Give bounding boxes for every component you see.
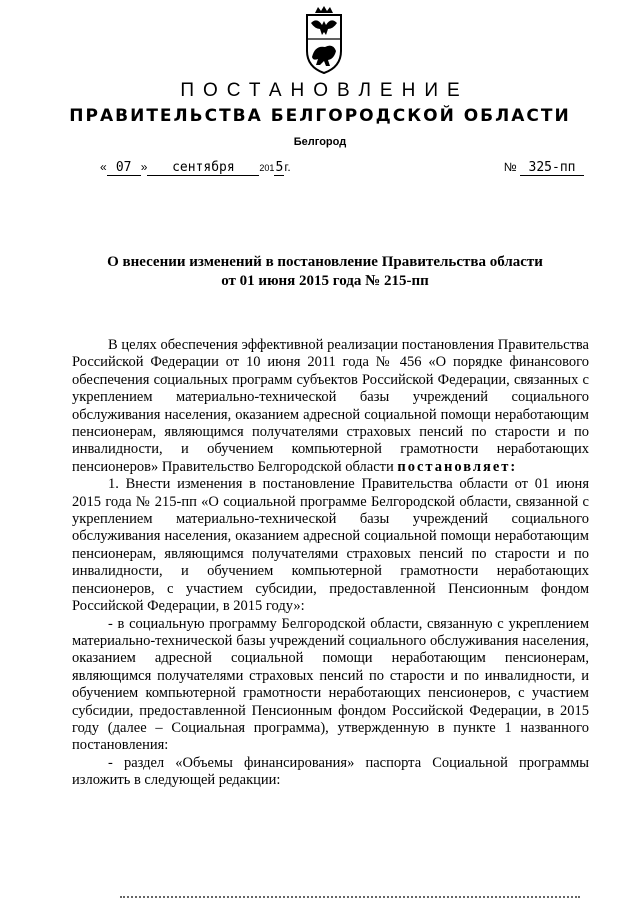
- number-value: 325-пп: [520, 160, 584, 176]
- document-type-heading: ПОСТАНОВЛЕНИЕ: [180, 80, 469, 101]
- date-quote-close: »: [140, 160, 148, 174]
- clause-1-item-funding-section: - раздел «Объемы финансирования» паспорта Социальной программы изложить в следующей редакции:: [72, 754, 589, 789]
- coat-of-arms-emblem: [303, 5, 345, 75]
- document-body: [72, 337, 589, 790]
- preamble-colon: :: [510, 458, 516, 475]
- document-title: [70, 253, 580, 291]
- title-line-2: от 01 июня 2015 года № 215-пп: [221, 273, 429, 289]
- date-month: сентября: [147, 160, 259, 176]
- date-year-suffix: 5: [275, 160, 284, 175]
- title-line-1: О внесении изменений в постановление Правительства области: [107, 254, 543, 270]
- preamble-text: В целях обеспечения эффективной реализации постановления Правительства Российской Федерации от 10 июня 2011 года № 456 «О порядке финансового обеспечения социальных программ субъектов Российской Федерации, связанных с укреплением материально-технической базы учреждений социального обслуживания населения, оказанием адресной социальной помощи неработающим пенсионерам, являющимся получателями страховых пенсий по старости и по инвалидности, и обучением компьютерной грамотности неработающих пенсионеров» Правительство Белгородской области: [72, 337, 589, 475]
- eagle-lion-shield-icon: [303, 5, 345, 75]
- resolves-keyword: постановляет: [397, 458, 511, 475]
- city-label: Белгород: [293, 136, 347, 148]
- clause-1-paragraph: 1. Внести изменения в постановление Правительства области от 01 июня 2015 года № 215-пп «О социальной программе Белгородской области, связанной с укреплением материально-технической базы учреждений социального обслуживания населения, оказанием адресной социальной помощи неработающим пенсионерам, являющимся получателями страховых пенсий по старости и по инвалидности, и обучением компьютерной грамотности неработающих пенсионеров, с участием субсидии, предоставленной Пенсионным фондом Российской Федерации, в 2015 году»:: [72, 476, 589, 615]
- issuer-heading: ПРАВИТЕЛЬСТВА БЕЛГОРОДСКОЙ ОБЛАСТИ: [69, 106, 571, 126]
- preamble-paragraph: [72, 337, 589, 476]
- document-number: [504, 160, 584, 176]
- clause-1-item-program: - в социальную программу Белгородской области, связанную с укреплением материально-технической базы учреждений социального обслуживания населения, оказанием адресной социальной помощи неработающим пенсионерам, являющимся получателями страховых пенсий по старости и по инвалидности, и обучением компьютерной грамотности неработающих пенсионеров, с участием субсидии, предоставленной Пенсионным фондом Российской Федерации, в 2015 году (далее – Социальная программа), утвержденную в пункте 1 названного постановления:: [72, 615, 589, 754]
- date-day: 07: [107, 160, 141, 176]
- number-label: №: [503, 160, 517, 174]
- page-bottom-edge-marks: [120, 896, 580, 902]
- date-quote-open: «: [100, 160, 107, 174]
- date-year-prefix: 201: [259, 163, 275, 173]
- date-year-unit: г.: [284, 160, 291, 174]
- document-date: [100, 160, 291, 176]
